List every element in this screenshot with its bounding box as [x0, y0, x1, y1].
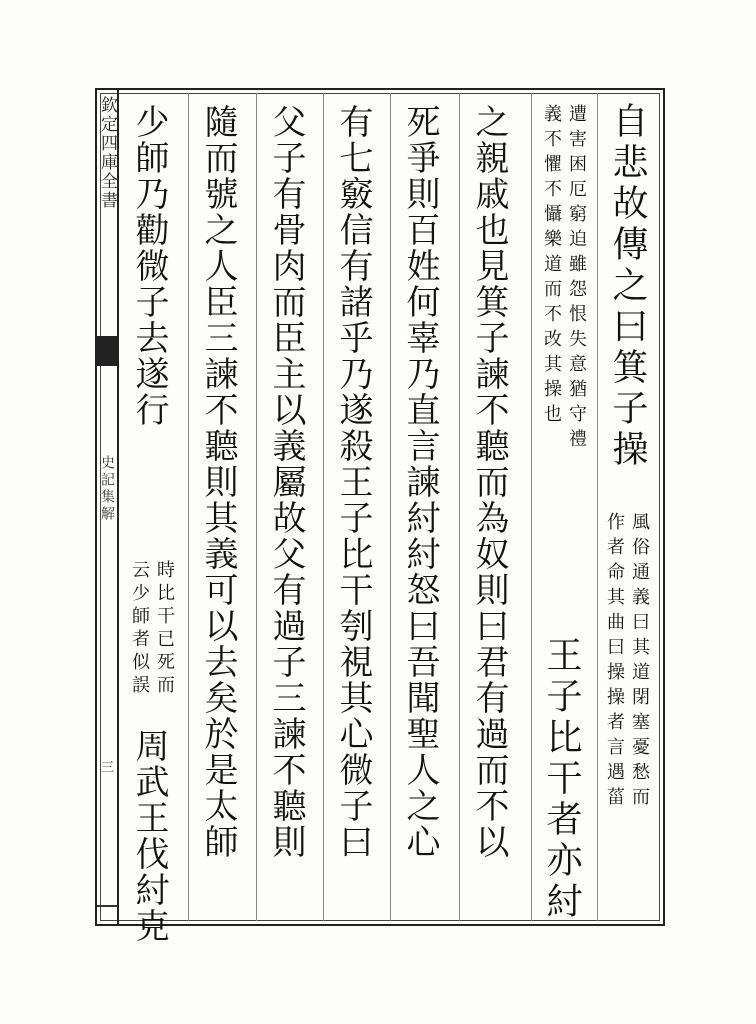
text-column-5: 有七竅信有諸乎乃遂殺王子比干刳視其心微子曰: [333, 104, 373, 860]
column-rule: [188, 93, 189, 921]
column-rule: [390, 93, 391, 921]
text-column-8-main-a: 少師乃勸微子去遂行: [129, 104, 169, 428]
gutter-section-title: 史記集解: [99, 455, 115, 523]
text-column-4: 死爭則百姓何辜乃直言諫紂紂怒曰吾聞聖人之心: [400, 104, 440, 860]
text-column-2-main: 王子比干者亦紂: [541, 636, 582, 923]
text-column-8-main-b: 周武王伐紂克: [129, 728, 169, 944]
gutter-fishtail-mark: [97, 336, 117, 366]
text-column-3: 之親戚也見箕子諫不聽而為奴則曰君有過而不以: [469, 104, 509, 860]
column-rule: [323, 93, 324, 921]
column-rule: [256, 93, 257, 921]
text-column-8-note-b: 云少師者似誤: [129, 560, 150, 698]
text-column-2-note-b: 義不懼不懾樂道而不改其操也: [541, 104, 562, 429]
text-column-1-note-a: 風俗通義曰其道閉塞憂愁而: [629, 512, 650, 812]
text-column-6: 父子有骨肉而臣主以義屬故父有過子三諫不聽則: [266, 104, 306, 860]
column-rule: [459, 93, 460, 921]
gutter-book-title: 欽定四庫全書: [97, 96, 117, 210]
text-column-1-main: 自悲故傳之曰箕子操: [607, 102, 648, 471]
gutter-bottom-rule: [97, 905, 117, 907]
text-column-8-note-a: 時比干已死而: [154, 560, 175, 698]
gutter-page-number: 三: [98, 760, 113, 773]
text-column-1-note-b: 作者命其曲曰操操者言遇菑: [604, 512, 625, 812]
column-rule: [597, 93, 598, 921]
text-column-2-note-a: 遭害困厄窮迫雖怨恨失意猶守禮: [566, 104, 587, 454]
text-column-7: 隨而號之人臣三諫不聽則其義可以去矣於是太師: [198, 104, 238, 860]
column-rule: [531, 93, 532, 921]
